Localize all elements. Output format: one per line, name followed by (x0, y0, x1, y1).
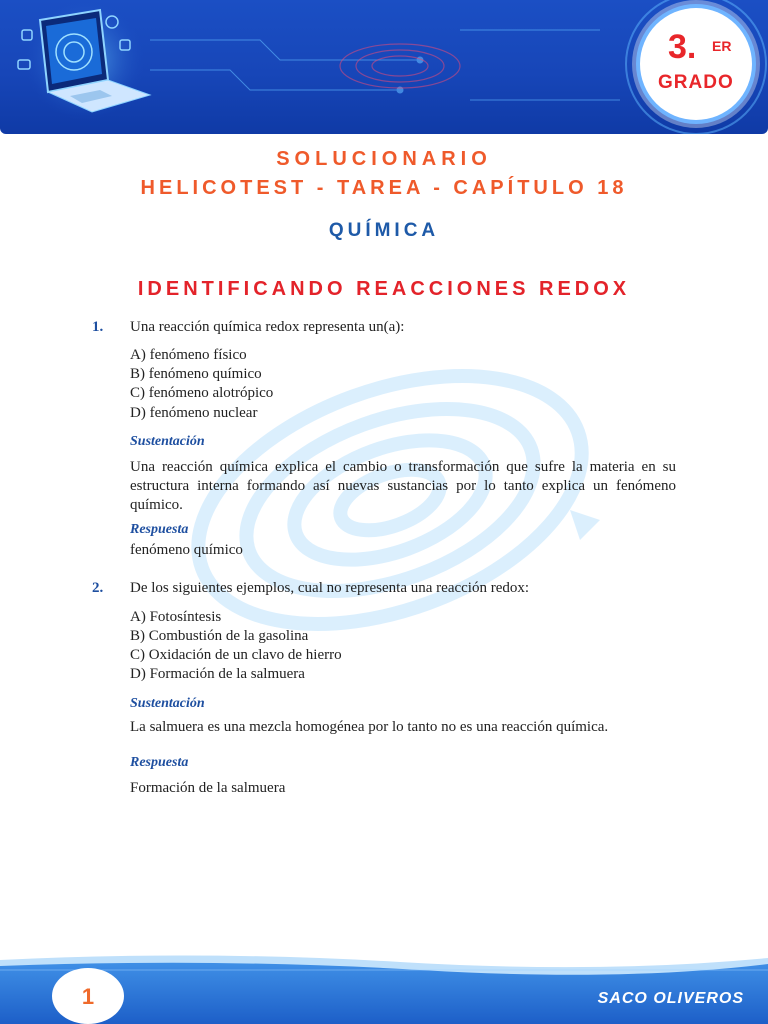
grade-badge (640, 8, 752, 120)
respuesta-text: fenómeno químico (130, 542, 243, 558)
question-number: 2. (92, 580, 104, 596)
option-b: B) fenómeno químico (130, 366, 262, 382)
grade-suffix: ER (712, 38, 732, 54)
doc-subtitle-chapter: HELICOTEST - TAREA - CAPÍTULO 18 (140, 177, 628, 199)
question-prompt: Una reacción química redox representa un(a): (130, 319, 405, 335)
doc-title-solucionario: SOLUCIONARIO (276, 148, 492, 170)
header-banner (0, 0, 768, 134)
respuesta-text: Formación de la salmuera (130, 780, 286, 796)
brand-logo-text: SACO OLIVEROS (597, 990, 744, 1007)
option-c: C) Oxidación de un clavo de hierro (130, 647, 342, 663)
option-b: B) Combustión de la gasolina (130, 628, 309, 644)
respuesta-label: Respuesta (130, 522, 189, 537)
sustentacion-label: Sustentación (130, 696, 205, 711)
page-number: 1 (81, 984, 95, 1009)
grade-number: 3. (668, 28, 697, 66)
sustentacion-text: La salmuera es una mezcla homogénea por lo tanto no es una reacción química. (130, 719, 609, 735)
subject-title: QUÍMICA (328, 220, 440, 241)
laptop-icon (18, 0, 150, 120)
option-d: D) Formación de la salmuera (130, 666, 305, 682)
grade-word: GRADO (658, 72, 734, 93)
sustentacion-text: Una reacción química explica el cambio o transformación que sufre la materia en su estructura interna formando así nuevas sustancias por lo tanto explica un fenómeno químico. (130, 459, 676, 513)
respuesta-label: Respuesta (130, 755, 189, 770)
sustentacion-label: Sustentación (130, 434, 205, 449)
option-c: C) fenómeno alotrópico (130, 385, 274, 401)
question-number: 1. (92, 319, 104, 335)
option-a: A) Fotosíntesis (130, 609, 222, 625)
topic-title: IDENTIFICANDO REACCIONES REDOX (137, 278, 631, 300)
question-prompt: De los siguientes ejemplos, cual no representa una reacción redox: (130, 580, 530, 596)
option-d: D) fenómeno nuclear (130, 405, 258, 421)
option-a: A) fenómeno físico (130, 347, 247, 363)
